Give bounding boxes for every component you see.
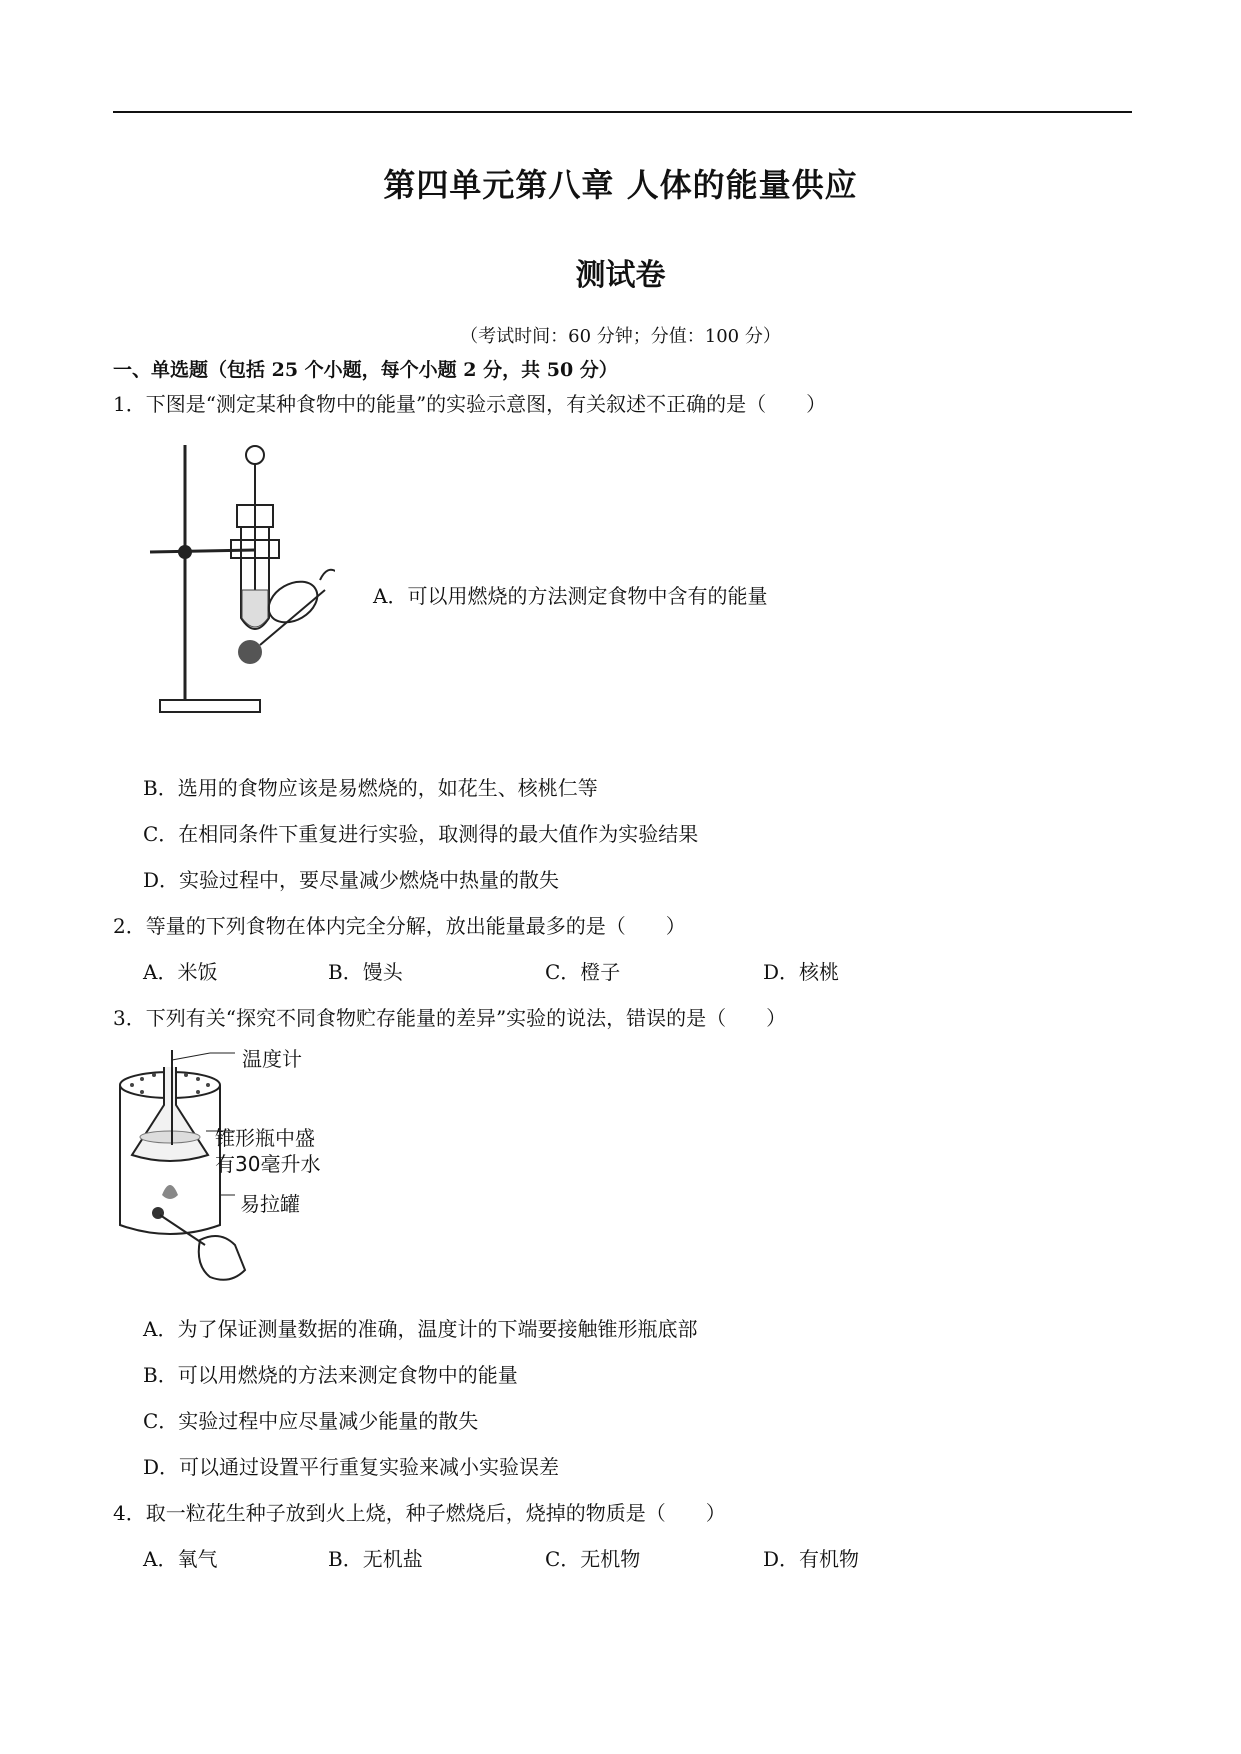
question-3-option-a[interactable]: A．为了保证测量数据的准确，温度计的下端要接触锥形瓶底部: [143, 1317, 698, 1341]
question-3-option-d[interactable]: D．可以通过设置平行重复实验来减小实验误差: [143, 1455, 560, 1479]
question-4-option-a[interactable]: A．氧气: [143, 1547, 218, 1571]
header-rule: [113, 111, 1132, 113]
question-2-stem: 2．等量的下列食物在体内完全分解，放出能量最多的是（ ）: [113, 914, 686, 938]
question-4-option-d[interactable]: D．有机物: [763, 1547, 860, 1571]
question-2-option-b[interactable]: B．馒头: [328, 960, 403, 984]
figure-label-thermometer: 温度计: [242, 1047, 302, 1071]
page-subtitle: 测试卷: [575, 258, 666, 293]
question-1-option-b[interactable]: B．选用的食物应该是易燃烧的，如花生、核桃仁等: [143, 776, 598, 800]
question-4-stem: 4．取一粒花生种子放到火上烧，种子燃烧后，烧掉的物质是（ ）: [113, 1501, 726, 1525]
figure-label-flask-line1: 锥形瓶中盛: [215, 1126, 315, 1150]
figure-label-can: 易拉罐: [240, 1192, 300, 1216]
food-energy-apparatus-figure: [145, 440, 335, 720]
question-1-option-c[interactable]: C．在相同条件下重复进行实验，取测得的最大值作为实验结果: [143, 822, 699, 846]
question-4-option-c[interactable]: C．无机物: [545, 1547, 641, 1571]
question-1-stem: 1．下图是“测定某种食物中的能量”的实验示意图，有关叙述不正确的是（ ）: [113, 392, 827, 416]
exam-info: （考试时间：60 分钟；分值：100 分）: [460, 326, 781, 347]
question-3-option-b[interactable]: B．可以用燃烧的方法来测定食物中的能量: [143, 1363, 518, 1387]
question-1-option-d[interactable]: D．实验过程中，要尽量减少燃烧中热量的散失: [143, 868, 560, 892]
question-2-option-c[interactable]: C．橙子: [545, 960, 621, 984]
question-4-option-b[interactable]: B．无机盐: [328, 1547, 423, 1571]
question-2-option-d[interactable]: D．核桃: [763, 960, 840, 984]
section-heading: 一、单选题（包括 25 个小题，每个小题 2 分，共 50 分）: [113, 359, 618, 381]
question-1-option-a[interactable]: A．可以用燃烧的方法测定食物中含有的能量: [373, 584, 768, 608]
question-3-option-c[interactable]: C．实验过程中应尽量减少能量的散失: [143, 1409, 479, 1433]
question-3-stem: 3．下列有关“探究不同食物贮存能量的差异”实验的说法，错误的是（ ）: [113, 1006, 787, 1030]
page-title: 第四单元第八章 人体的能量供应: [383, 166, 858, 204]
question-2-option-a[interactable]: A．米饭: [143, 960, 218, 984]
figure-label-flask-line2: 有30毫升水: [215, 1152, 321, 1176]
